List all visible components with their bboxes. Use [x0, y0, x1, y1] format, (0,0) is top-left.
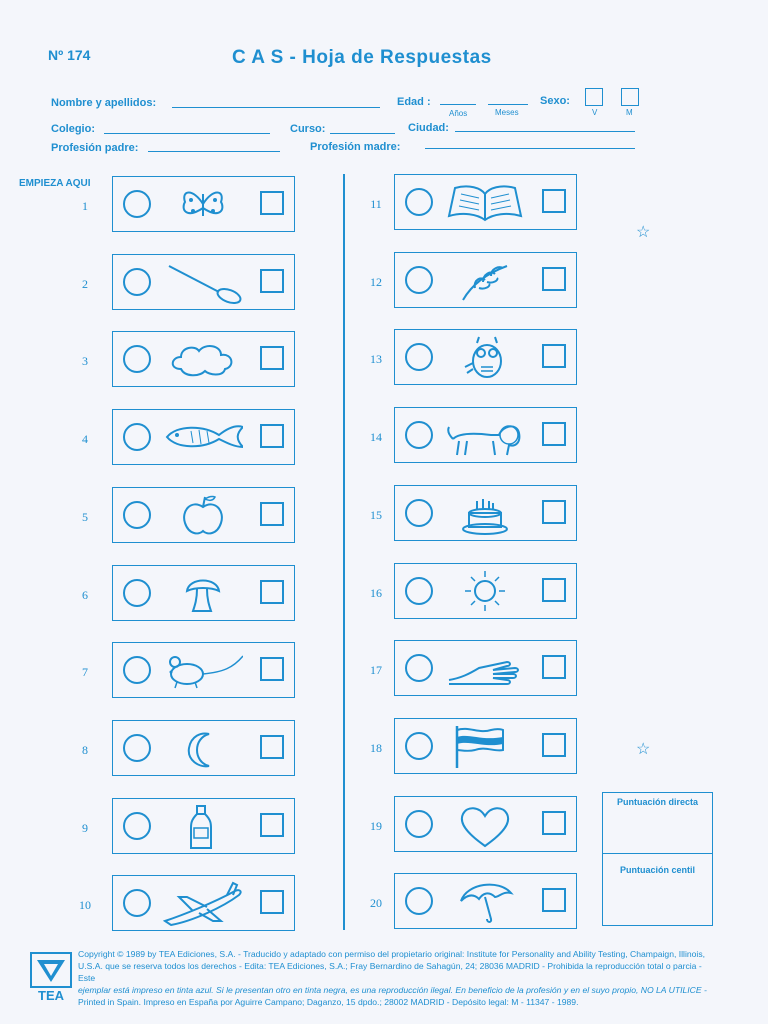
item-number: 19: [370, 818, 382, 833]
sex-v-checkbox[interactable]: [585, 88, 603, 106]
item-number: 1: [82, 199, 88, 213]
answer-circle[interactable]: [405, 577, 433, 605]
score-box: [602, 792, 713, 926]
answer-square[interactable]: [542, 344, 566, 368]
course-field[interactable]: [330, 133, 395, 134]
answer-circle[interactable]: [405, 499, 433, 527]
answer-item-15: [394, 485, 577, 541]
apple-icon: [163, 491, 243, 539]
score-divider: [603, 853, 712, 854]
answer-circle[interactable]: [405, 887, 433, 915]
sex-m-checkbox[interactable]: [621, 88, 639, 106]
item-number: 15: [370, 507, 382, 522]
answer-square[interactable]: [542, 655, 566, 679]
answer-circle[interactable]: [123, 889, 151, 917]
item-number: 16: [370, 585, 382, 600]
answer-item-3: [112, 331, 295, 387]
course-label: Curso:: [290, 123, 326, 135]
answer-square[interactable]: [260, 269, 284, 293]
answer-square[interactable]: [260, 424, 284, 448]
svg-text:TEA: TEA: [38, 988, 64, 1002]
name-field[interactable]: [172, 107, 380, 108]
sex-v-label: V: [592, 108, 598, 117]
item-number: 8: [82, 742, 88, 757]
name-label: Nombre y apellidos:: [51, 97, 157, 109]
answer-item-17: [394, 640, 577, 696]
answer-circle[interactable]: [405, 654, 433, 682]
answer-item-8: [112, 720, 295, 776]
answer-circle[interactable]: [123, 501, 151, 529]
age-label: Edad :: [397, 96, 431, 108]
airplane-icon: [163, 879, 243, 927]
book-icon: [445, 178, 525, 226]
item-number: 4: [82, 432, 88, 447]
leaf-icon: [445, 256, 525, 304]
item-number: 2: [82, 276, 88, 291]
answer-square[interactable]: [542, 811, 566, 835]
answer-circle[interactable]: [123, 734, 151, 762]
answer-item-6: [112, 565, 295, 621]
answer-square[interactable]: [260, 735, 284, 759]
answer-item-9: [112, 798, 295, 854]
answer-item-18: [394, 718, 577, 774]
city-field[interactable]: [455, 131, 635, 132]
answer-square[interactable]: [260, 890, 284, 914]
father-job-field[interactable]: [148, 151, 280, 152]
mushroom-icon: [163, 569, 243, 617]
column-divider: [343, 174, 345, 930]
mother-job-label: Profesión madre:: [310, 141, 401, 153]
answer-circle[interactable]: [123, 812, 151, 840]
spoon-icon: [163, 258, 243, 306]
item-number: 17: [370, 663, 382, 678]
item-number: 13: [370, 352, 382, 367]
umbrella-icon: [445, 877, 525, 925]
age-months-field[interactable]: [488, 104, 528, 105]
answer-square[interactable]: [260, 346, 284, 370]
answer-item-20: [394, 873, 577, 929]
owl-icon: [445, 333, 525, 381]
answer-circle[interactable]: [405, 810, 433, 838]
answer-circle[interactable]: [123, 268, 151, 296]
answer-circle[interactable]: [123, 656, 151, 684]
item-number: 10: [79, 898, 91, 913]
moon-icon: [163, 724, 243, 772]
fish-icon: [163, 413, 243, 461]
direct-score-label: Puntuación directa: [616, 797, 698, 807]
answer-square[interactable]: [260, 502, 284, 526]
start-here-label: EMPIEZA AQUI: [19, 178, 91, 189]
item-number: 9: [82, 820, 88, 835]
form-number: Nº 174: [48, 47, 91, 63]
answer-square[interactable]: [542, 267, 566, 291]
copyright-footer: [78, 948, 718, 1008]
answer-item-5: [112, 487, 295, 543]
bottle-icon: [163, 802, 243, 850]
answer-circle[interactable]: [405, 343, 433, 371]
answer-square[interactable]: [260, 657, 284, 681]
sex-m-label: M: [626, 108, 633, 117]
star-icon: ☆: [636, 741, 651, 758]
answer-square[interactable]: [542, 733, 566, 757]
answer-item-11: [394, 174, 577, 230]
cloud-icon: [163, 335, 243, 383]
item-number: 5: [82, 509, 88, 524]
sex-label: Sexo:: [540, 95, 570, 107]
answer-square[interactable]: [260, 191, 284, 215]
lion-icon: [445, 411, 525, 459]
footer-line: Printed in Spain. Impreso en España por Aguirre Campano; Daganzo, 15 dpdo.; 28002 MADRID - Depósito legal: M - 11347 - 1989.: [78, 997, 579, 1007]
answer-item-1: [112, 176, 295, 232]
age-years-field[interactable]: [440, 104, 476, 105]
answer-circle[interactable]: [123, 345, 151, 373]
months-label: Meses: [495, 108, 519, 117]
cake-icon: [445, 489, 525, 537]
heart-icon: [445, 800, 525, 848]
footer-line: ejemplar está impreso en tinta azul. Si le presentan otro en tinta negra, es una reproducción ilegal. En beneficio de la profesión y en el suyo propio, NO LA UTILICE -: [78, 985, 707, 995]
footer-line: Copyright © 1989 by TEA Ediciones, S.A. - Traducido y adaptado con permiso del propietario original: Institute for Personality and Ability Testing, Champaign, Illinois,: [78, 949, 706, 959]
butterfly-icon: [163, 180, 243, 228]
answer-item-19: [394, 796, 577, 852]
item-number: 18: [370, 740, 382, 755]
school-field[interactable]: [104, 133, 270, 134]
years-label: Años: [449, 109, 468, 118]
item-number: 3: [82, 354, 88, 369]
answer-square[interactable]: [542, 500, 566, 524]
item-number: 20: [370, 896, 382, 911]
answer-item-7: [112, 642, 295, 698]
form-title: C A S - Hoja de Respuestas: [232, 47, 492, 68]
answer-circle[interactable]: [123, 579, 151, 607]
answer-item-10: [112, 875, 295, 931]
star-icon: ☆: [636, 224, 651, 241]
answer-circle[interactable]: [123, 190, 151, 218]
answer-circle[interactable]: [405, 188, 433, 216]
answer-circle[interactable]: [123, 423, 151, 451]
flag-icon: [445, 722, 525, 770]
mouse-icon: [163, 646, 243, 694]
item-number: 6: [82, 587, 88, 602]
sun-icon: [445, 567, 525, 615]
answer-circle[interactable]: [405, 266, 433, 294]
item-number: 12: [370, 274, 382, 289]
item-number: 14: [370, 430, 382, 445]
answer-circle[interactable]: [405, 732, 433, 760]
answer-circle[interactable]: [405, 421, 433, 449]
answer-item-14: [394, 407, 577, 463]
answer-item-2: [112, 254, 295, 310]
answer-item-4: [112, 409, 295, 465]
answer-item-12: [394, 252, 577, 308]
footer-line: U.S.A. que se reserva todos los derechos - Edita: TEA Ediciones, S.A.; Fray Bernardino de Sahagún, 24; 28036 MADRID - Prohibida la reproducción total o parcia - Este: [78, 961, 702, 983]
answer-square[interactable]: [542, 189, 566, 213]
centile-score-label: Puntuación centil: [619, 865, 695, 875]
answer-square[interactable]: [260, 813, 284, 837]
city-label: Ciudad:: [408, 122, 449, 134]
answer-item-13: [394, 329, 577, 385]
item-number: 11: [370, 197, 382, 211]
tea-logo: [30, 952, 72, 1002]
answer-item-16: [394, 563, 577, 619]
answer-square[interactable]: [542, 888, 566, 912]
school-label: Colegio:: [51, 123, 95, 135]
father-job-label: Profesión padre:: [51, 142, 139, 154]
answer-square[interactable]: [542, 422, 566, 446]
item-number: 7: [82, 665, 88, 680]
answer-square[interactable]: [260, 580, 284, 604]
mother-job-field[interactable]: [425, 148, 635, 149]
hand-icon: [445, 644, 525, 692]
answer-square[interactable]: [542, 578, 566, 602]
